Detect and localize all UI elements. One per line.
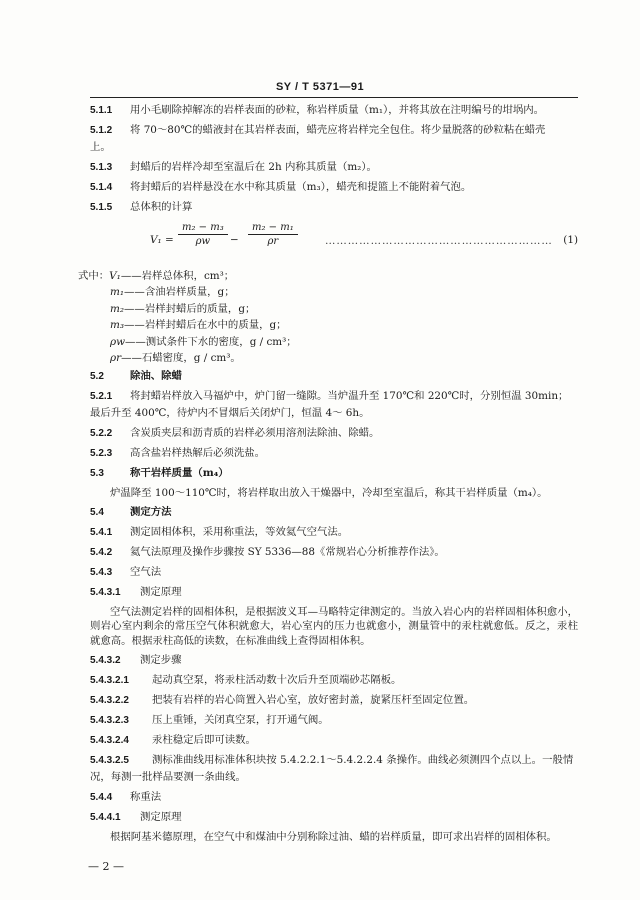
clause-5-4-3-2-3	[90, 713, 578, 728]
clause-text: 起动真空泵，将汞柱活动数十次后升至顶端砂芯隔板。	[152, 673, 402, 686]
legend-description: 岩样封蜡后的质量，g；	[144, 302, 256, 315]
legend-symbol: ρw	[110, 335, 126, 348]
clause-number: 5.1.4	[90, 182, 113, 194]
legend-item	[110, 302, 578, 316]
clause-5-1-3	[90, 160, 578, 175]
section-number: 5.3	[90, 468, 104, 480]
legend-symbol: m₃	[110, 319, 125, 332]
legend-item	[78, 269, 578, 283]
clause-5-4-3-1	[90, 585, 578, 600]
legend-description: 岩样封蜡后在水中的质量，g；	[144, 319, 287, 332]
clause-text: 空气法	[130, 566, 162, 579]
fraction-denominator: ρr	[267, 236, 279, 248]
clause-text: 把装有岩样的岩心筒置入岩心室，放好密封盖，旋紧压杆至固定位置。	[152, 693, 475, 706]
equation-number: (1)	[563, 233, 578, 246]
legend-description: 岩样总体积，cm³；	[141, 269, 235, 282]
clause-number: 5.4.3.2.1	[90, 674, 129, 686]
clause-number: 5.4.1	[90, 527, 113, 539]
clause-text: 高含盐岩样热解后必须洗盐。	[130, 447, 266, 460]
clause-5-4-3	[90, 565, 578, 580]
symbol-legend	[78, 269, 578, 366]
total-volume-formula	[90, 221, 578, 261]
clause-5-4-3-2-5	[90, 753, 578, 768]
clause-text: 汞柱稳定后即可读数。	[152, 733, 256, 746]
section-title: 测定方法	[130, 506, 172, 519]
section-number: 5.2	[90, 371, 104, 383]
clause-5-1-4	[90, 180, 578, 195]
legend-description: 含油岩样质量，g；	[144, 286, 235, 299]
leader-dots: ……………………………………………………	[325, 234, 553, 247]
clause-text: 测定步骤	[140, 653, 182, 666]
clause-text: 封蜡后的岩样冷却至室温后在 2h 内称其质量（m₂）。	[130, 161, 377, 174]
legend-dash: ——	[124, 319, 145, 332]
clause-text: 测定原理	[140, 586, 182, 599]
document-body	[78, 103, 578, 849]
section-5-3-heading	[90, 466, 578, 481]
legend-dash: ——	[124, 286, 145, 299]
legend-description: 测试条件下水的密度，g / cm³；	[145, 335, 297, 348]
formula-minus: −	[230, 233, 239, 246]
section-number: 5.4	[90, 507, 104, 519]
clause-continuation: 最后升至 400℃，待炉内不冒烟后关闭炉门，恒温 4～ 6h。	[90, 407, 370, 420]
legend-symbol: m₂	[110, 302, 125, 315]
section-title: 称干岩样质量（m₄）	[130, 467, 229, 480]
clause-5-4-4-1	[90, 810, 578, 825]
clause-number: 5.2.1	[90, 391, 113, 403]
clause-number: 5.4.4	[90, 791, 113, 803]
clause-number: 5.2.2	[90, 428, 113, 440]
paragraph-5-4-3-1: 空气法测定岩样的固相体积，是根据波义耳—马略特定律测定的。当放入岩心内的岩样固相体积愈小，则岩心室内剩余的常压空气体积就愈大，岩心室内的压力也就愈小，测量管中的汞柱就愈低。反之，汞柱就愈高。根据汞柱高低的读数，在标准曲线上查得固相体积。	[90, 606, 578, 647]
clause-text: 氦气法原理及操作步骤按 SY 5336—88《常规岩心分析推荐作法》。	[130, 546, 445, 559]
clause-5-1-2	[90, 123, 578, 138]
fraction-denominator: ρw	[195, 236, 211, 248]
clause-number: 5.4.3.2.3	[90, 714, 129, 726]
paragraph-5-4-4-1: 根据阿基米德原理，在空气中和煤油中分别称除过油、蜡的岩样质量，即可求出岩样的固相体积。	[110, 830, 557, 843]
clause-text: 测定原理	[140, 810, 182, 823]
clause-text: 压上重锤，关闭真空泵，打开通气阀。	[152, 713, 329, 726]
clause-text: 将封蜡后的岩样悬没在水中称其质量（m₃），蜡壳和提篮上不能附着气泡。	[130, 181, 472, 194]
clause-5-1-1	[90, 103, 578, 118]
legend-dash: ——	[124, 302, 145, 315]
clause-text: 总体积的计算	[130, 201, 193, 214]
clause-number: 5.4.3	[90, 567, 113, 579]
clause-text: 称重法	[130, 790, 162, 803]
clause-5-2-1	[90, 389, 578, 404]
fraction-numerator: m₂ − m₃	[178, 221, 228, 236]
clause-5-4-3-2	[90, 653, 578, 668]
clause-text: 测定固相体积，采用称重法，等效氦气空气法。	[130, 526, 349, 539]
legend-dash: ——	[125, 335, 146, 348]
section-title: 除油、除蜡	[130, 370, 182, 383]
clause-number: 5.1.5	[90, 202, 113, 214]
fraction-numerator: m₂ − m₁	[248, 221, 298, 236]
legend-symbol: m₁	[110, 286, 125, 299]
clause-continuation: 上。	[90, 141, 111, 153]
clause-text: 含炭质夹层和沥青质的岩样必须用溶剂法除油、除蜡。	[130, 427, 380, 440]
legend-symbol: V₁	[109, 269, 121, 282]
section-5-2-heading	[90, 369, 578, 384]
clause-5-4-4	[90, 790, 578, 805]
legend-lead: 式中：	[78, 269, 110, 282]
clause-5-1-5	[90, 200, 578, 215]
clause-5-2-3	[90, 446, 578, 461]
legend-item	[110, 351, 578, 365]
clause-text: 用小毛刷除掉解冻的岩样表面的砂粒，称岩样质量（m₁），并将其放在注明编号的坩埚内。	[130, 104, 545, 116]
clause-number: 5.1.3	[90, 162, 113, 174]
formula-fraction-1	[178, 221, 228, 249]
clause-number: 5.4.3.2	[90, 654, 121, 666]
clause-text: 将封蜡岩样放入马福炉中，炉门留一缝隙。当炉温升至 170℃和 220℃时，分别恒温 30min；	[130, 390, 569, 403]
page-number: — 2 —	[88, 860, 124, 873]
clause-number: 5.4.3.2.2	[90, 694, 129, 706]
clause-number: 5.4.3.2.5	[90, 754, 129, 766]
clause-number: 5.4.2	[90, 547, 113, 559]
legend-dash: ——	[120, 269, 142, 282]
clause-continuation: 况，每测一批样品要测一条曲线。	[90, 770, 246, 783]
formula-lhs: V₁ =	[150, 233, 174, 246]
clause-number: 5.2.3	[90, 448, 113, 460]
legend-item	[110, 318, 578, 332]
clause-5-4-2	[90, 545, 578, 560]
clause-number: 5.1.2	[90, 125, 113, 136]
legend-symbol: ρr	[110, 352, 122, 365]
legend-description: 石蜡密度，g / cm³。	[141, 352, 241, 365]
clause-number: 5.4.4.1	[90, 811, 121, 823]
clause-5-4-3-2-2	[90, 693, 578, 708]
clause-number: 5.4.3.1	[90, 587, 121, 599]
paragraph-5-3: 炉温降至 100～110℃时，将岩样取出放入干燥器中，冷却至室温后，称其干岩样质量（m₄）。	[110, 487, 548, 500]
clause-text: 测标准曲线用标准体积块按 5.4.2.2.1～5.4.2.2.4 条操作。曲线必须测四个点以上。一般情	[152, 753, 574, 766]
clause-5-2-2	[90, 426, 578, 441]
clause-5-4-3-2-1	[90, 673, 578, 688]
section-5-4-heading	[90, 505, 578, 520]
legend-item	[110, 335, 578, 349]
legend-item	[110, 285, 578, 299]
legend-dash: ——	[121, 352, 142, 365]
clause-5-4-1	[90, 525, 578, 540]
standard-code-header: SY / T 5371—91	[275, 81, 365, 93]
formula-fraction-2	[248, 221, 298, 249]
header-rule	[90, 97, 578, 98]
clause-text: 将 70～80℃的蜡液封在其岩样表面，蜡壳应将岩样完全包住。将少量脱落的砂粒粘在蜡壳	[130, 124, 546, 136]
clause-number: 5.4.3.2.4	[90, 734, 129, 746]
clause-5-4-3-2-4	[90, 733, 578, 748]
clause-number: 5.1.1	[90, 105, 113, 116]
